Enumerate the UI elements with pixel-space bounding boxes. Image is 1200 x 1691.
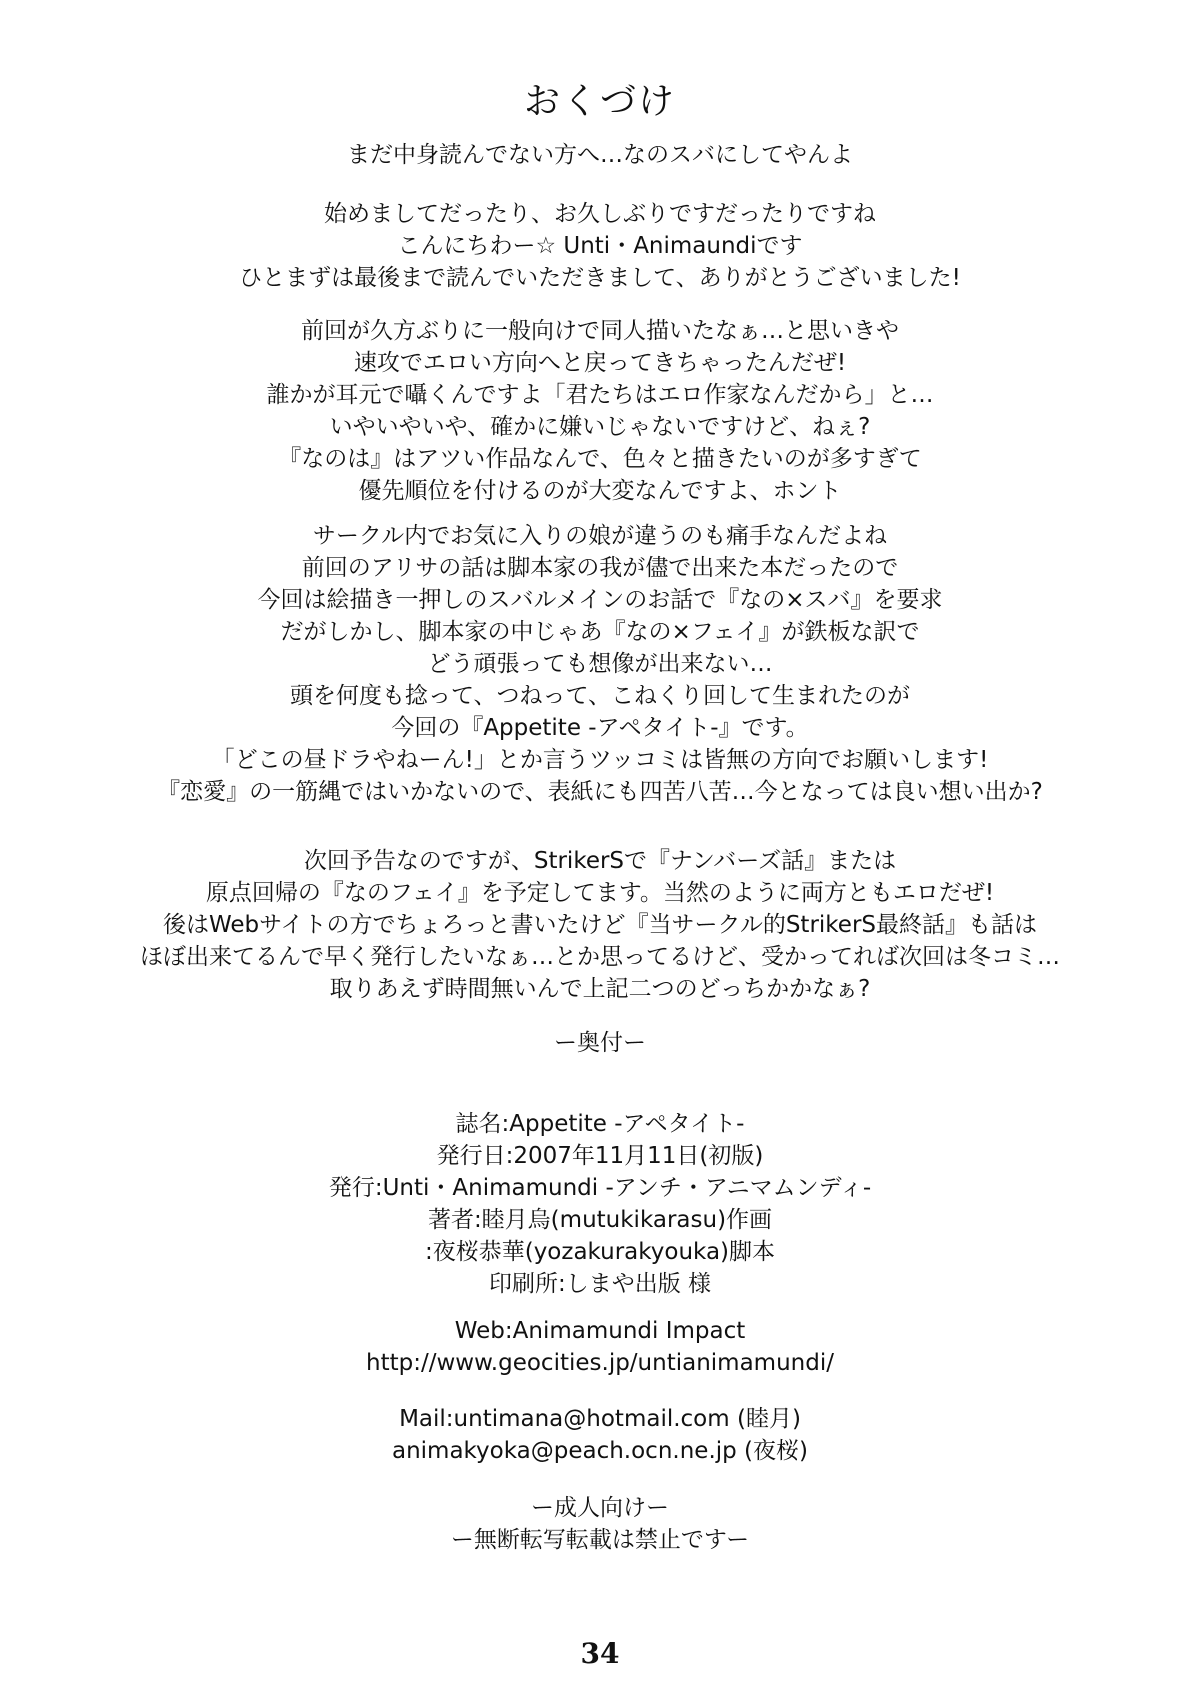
paragraph-previous-work <box>0 315 1200 507</box>
colophon-details <box>0 1108 1200 1300</box>
mail-info <box>0 1403 1200 1467</box>
paragraph-line: 取りあえず時間無いんで上記二つのどっちかかなぁ? <box>329 976 871 1002</box>
paragraph-line: 前回のアリサの話は脚本家の我が儘で出来た本だったので <box>301 555 899 581</box>
rating-notice <box>0 1492 1200 1556</box>
lead-line <box>0 140 1200 170</box>
paragraph-line: 「どこの昼ドラやねーん!」とか言うツッコミは皆無の方向でお願いします! <box>211 747 989 773</box>
paragraph-line: 優先順位を付けるのが大変なんですよ、ホント <box>358 478 842 504</box>
paragraph-line: 頭を何度も捻って、つねって、こねくり回して生まれたのが <box>289 683 911 709</box>
colophon-line: 誌名:Appetite -アペタイト- <box>455 1111 745 1137</box>
colophon-line: 著者:睦月烏(mutukikarasu)作画 <box>427 1207 773 1233</box>
paragraph-line: 誰かが耳元で囁くんですよ「君たちはエロ作家なんだから」と… <box>266 382 934 408</box>
colophon-line: :夜桜恭華(yozakurakyouka)脚本 <box>424 1239 776 1265</box>
mail-line: Mail:untimana@hotmail.com (睦月) <box>399 1406 801 1432</box>
paragraph-this-book <box>0 520 1200 808</box>
paragraph-line: 前回が久方ぶりに一般向けで同人描いたなぁ…と思いきや <box>301 318 899 344</box>
paragraph-line: 次回予告なのですが、StrikerSで『ナンバーズ話』または <box>303 848 897 874</box>
paragraph-next-preview <box>0 845 1200 1005</box>
paragraph-line: こんにちわー☆ Unti・Animaundiです <box>397 233 803 259</box>
page-title <box>0 78 1200 126</box>
paragraph-line: 始めましてだったり、お久しぶりですだったりですね <box>324 201 876 227</box>
paragraph-line: 『恋愛』の一筋縄ではいかないので、表紙にも四苦八苦…今となっては良い想い出か? <box>157 779 1043 805</box>
paragraph-line: サークル内でお気に入りの娘が違うのも痛手なんだよね <box>312 523 888 549</box>
mail-line: animakyoka@peach.ocn.ne.jp (夜桜) <box>391 1438 809 1464</box>
paragraph-line: 速攻でエロい方向へと戻ってきちゃったんだぜ! <box>353 350 847 376</box>
paragraph-line: 『なのは』はアツい作品なんで、色々と描きたいのが多すぎて <box>278 446 922 472</box>
lead-text: まだ中身読んでない方へ…なのスバにしてやんよ <box>347 142 853 168</box>
rating-line: ー成人向けー <box>531 1495 669 1521</box>
page-number <box>0 1636 1200 1672</box>
web-url: http://www.geocities.jp/untianimamundi/ <box>366 1350 834 1376</box>
paragraph-line: 原点回帰の『なのフェイ』を予定してます。当然のように両方ともエロだぜ! <box>205 880 995 906</box>
paragraph-line: ひとまずは最後まで読んでいただきまして、ありがとうございました! <box>239 265 961 291</box>
colophon-line: 印刷所:しまや出版 様 <box>488 1271 712 1297</box>
paragraph-line: ほぼ出来てるんで早く発行したいなぁ…とか思ってるけど、受かってれば次回は冬コミ… <box>140 944 1060 970</box>
paragraph-line: 今回の『Appetite -アペタイト-』です。 <box>391 715 809 741</box>
paragraph-line: 後はWebサイトの方でちょろっと書いたけど『当サークル的StrikerS最終話』も話は <box>162 912 1037 938</box>
paragraph-greeting <box>0 198 1200 294</box>
colophon-heading <box>0 1028 1200 1058</box>
colophon-heading-text: ー奥付ー <box>554 1030 646 1056</box>
paragraph-line: だがしかし、脚本家の中じゃあ『なの×フェイ』が鉄板な訳で <box>280 619 920 645</box>
paragraph-line: どう頑張っても想像が出来ない… <box>427 651 773 677</box>
web-info <box>0 1315 1200 1379</box>
colophon-line: 発行日:2007年11月11日(初版) <box>436 1143 764 1169</box>
web-label: Web:Animamundi Impact <box>454 1318 746 1344</box>
colophon-line: 発行:Unti・Animamundi -アンチ・アニマムンディ- <box>328 1175 872 1201</box>
rating-line: ー無断転写転載は禁止ですー <box>450 1527 750 1553</box>
paragraph-line: 今回は絵描き一押しのスバルメインのお話で『なの×スバ』を要求 <box>257 587 943 613</box>
page-number-text: 34 <box>580 1637 620 1670</box>
paragraph-line: いやいやいや、確かに嫌いじゃないですけど、ねぇ? <box>329 414 871 440</box>
title-text: おくづけ <box>523 81 676 122</box>
